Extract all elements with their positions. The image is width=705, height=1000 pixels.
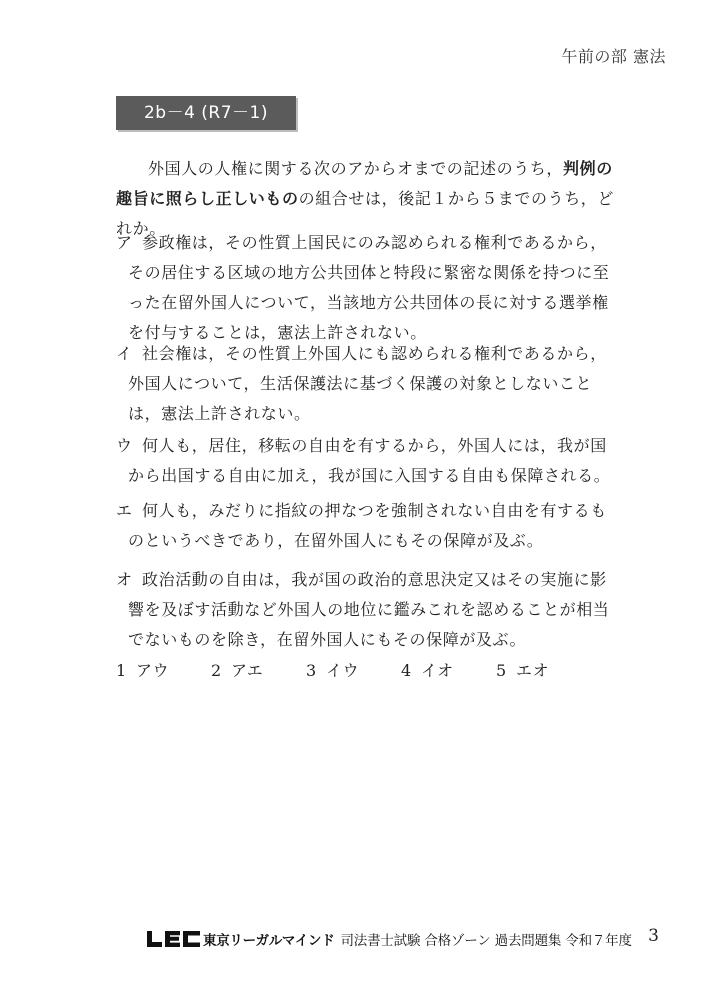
footer — [146, 928, 632, 950]
choice-label: エオ — [516, 661, 550, 680]
choice-number: 4 — [401, 661, 412, 680]
choice-number: 1 — [116, 661, 127, 680]
statement-marker: ウ — [116, 436, 133, 455]
statement-marker: イ — [116, 344, 133, 363]
statement-u — [116, 431, 616, 491]
statement-marker: ア — [116, 233, 133, 252]
statement-marker: オ — [116, 570, 133, 589]
lec-logo — [146, 929, 202, 949]
choice-number: 5 — [496, 661, 507, 680]
statement-text: 何人も，みだりに指紋の押なつを強制されない自由を有するものというべきであり，在留外国人にもその保障が及ぶ。 — [128, 501, 607, 550]
footer-company-name: 東京リーガルマインド — [203, 933, 335, 949]
statement-i — [116, 339, 616, 429]
choice-number: 2 — [211, 661, 222, 680]
choice-label: イオ — [421, 661, 454, 680]
statement-a — [116, 228, 616, 348]
intro-trail: の組合せは，後記１から５までのうち，どれか。 — [116, 189, 615, 238]
footer-series-title: 司法書士試験 合格ゾーン 過去問題集 令和７年度 — [340, 933, 632, 949]
page-number: 3 — [648, 926, 659, 946]
choice-label: アエ — [231, 661, 264, 680]
intro-lead: 外国人の人権に関する次のアからオまでの記述のうち， — [148, 159, 564, 178]
statement-text: 参政権は，その性質上国民にのみ認められる権利であるから，その居住する区域の地方公共団体と特段に緊密な関係を持つに至った在留外国人について，当該地方公共団体の長に対する選挙権を付与することは，憲法上許されない。 — [128, 233, 610, 342]
answer-choice-2 — [211, 656, 306, 686]
problem-number-tag: 2b－4 (R7－1) — [116, 96, 296, 130]
answer-choice-4 — [401, 656, 496, 686]
statement-text: 何人も，居住，移転の自由を有するから，外国人には，我が国から出国する自由に加え，我が国に入国する自由も保障される。 — [128, 436, 611, 485]
intro-emphasis: 判例の趣旨に照らし正しいもの — [116, 159, 613, 208]
statement-o — [116, 565, 616, 655]
statement-marker: エ — [116, 501, 133, 520]
statement-text: 政治活動の自由は，我が国の政治的意思決定又はその実施に影響を及ぼす活動など外国人の地位に鑑みこれを認めることが相当でないものを除き，在留外国人にもその保障が及ぶ。 — [128, 570, 610, 649]
choice-label: アウ — [136, 661, 170, 680]
header-section-title: 午前の部 憲法 — [561, 47, 666, 66]
choice-label: イウ — [326, 661, 360, 680]
statement-e — [116, 496, 616, 556]
choice-number: 3 — [306, 661, 317, 680]
answer-choice-1 — [116, 656, 211, 686]
statement-text: 社会権は，その性質上外国人にも認められる権利であるから，外国人について，生活保護法に基づく保護の対象としないことは，憲法上許されない。 — [128, 344, 607, 423]
answer-choice-5 — [496, 656, 591, 686]
lec-logo-mark — [146, 929, 202, 949]
answer-choice-3 — [306, 656, 401, 686]
answer-choices — [116, 656, 591, 686]
